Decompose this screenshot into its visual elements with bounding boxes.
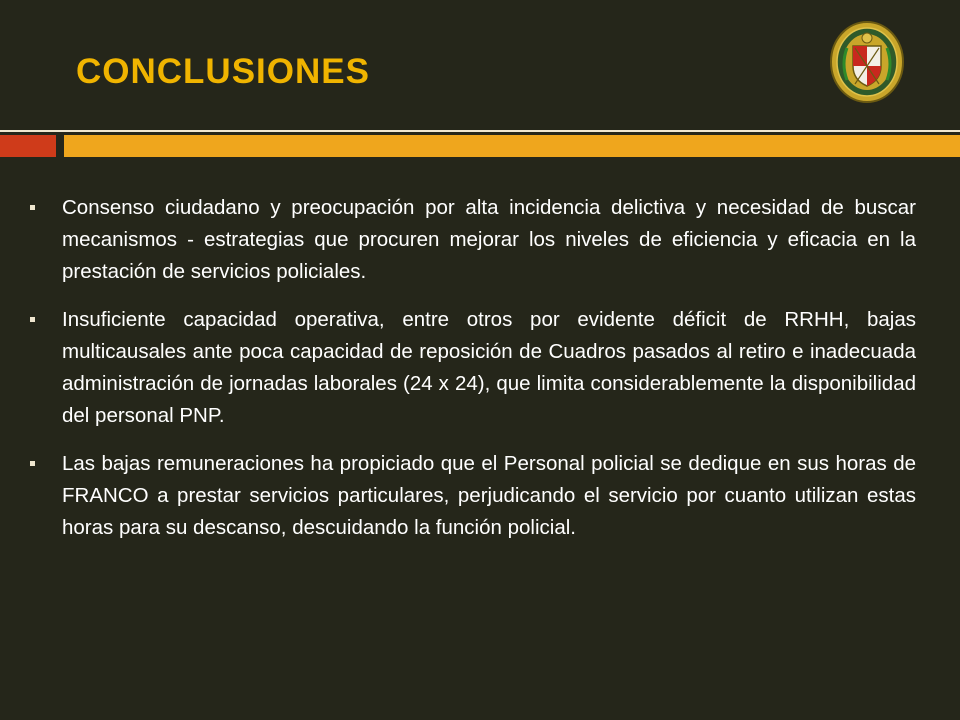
header-divider-line: [0, 130, 960, 132]
slide-title: CONCLUSIONES: [76, 52, 370, 91]
list-item-text: Las bajas remuneraciones ha propiciado que el Personal policial se dedique en sus horas de FRANCO a prestar servicios particulares, perjudicando el servicio por cuanto utilizan estas horas para su descanso, descuidando la función policial.: [62, 452, 916, 539]
list-item: [30, 192, 916, 288]
header-accent-red-bar: [0, 135, 56, 157]
list-item: [30, 304, 916, 432]
police-crest-emblem-icon: [829, 20, 905, 104]
list-item: [30, 448, 916, 544]
bullet-square-icon: [30, 461, 35, 466]
list-item-text: Insuficiente capacidad operativa, entre otros por evidente déficit de RRHH, bajas multicausales ante poca capacidad de reposición de Cuadros pasados al retiro e inadecuada administración de jornadas laborales (24 x 24), que limita considerablemente la disponibilidad del personal PNP.: [62, 308, 916, 427]
list-item-text: Consenso ciudadano y preocupación por alta incidencia delictiva y necesidad de buscar mecanismos - estrategias que procuren mejorar los niveles de eficiencia y eficacia en la prestación de servicios policiales.: [62, 196, 916, 283]
bullet-square-icon: [30, 317, 35, 322]
conclusions-list: [30, 192, 916, 560]
header-accent-orange-bar: [64, 135, 960, 157]
bullet-square-icon: [30, 205, 35, 210]
